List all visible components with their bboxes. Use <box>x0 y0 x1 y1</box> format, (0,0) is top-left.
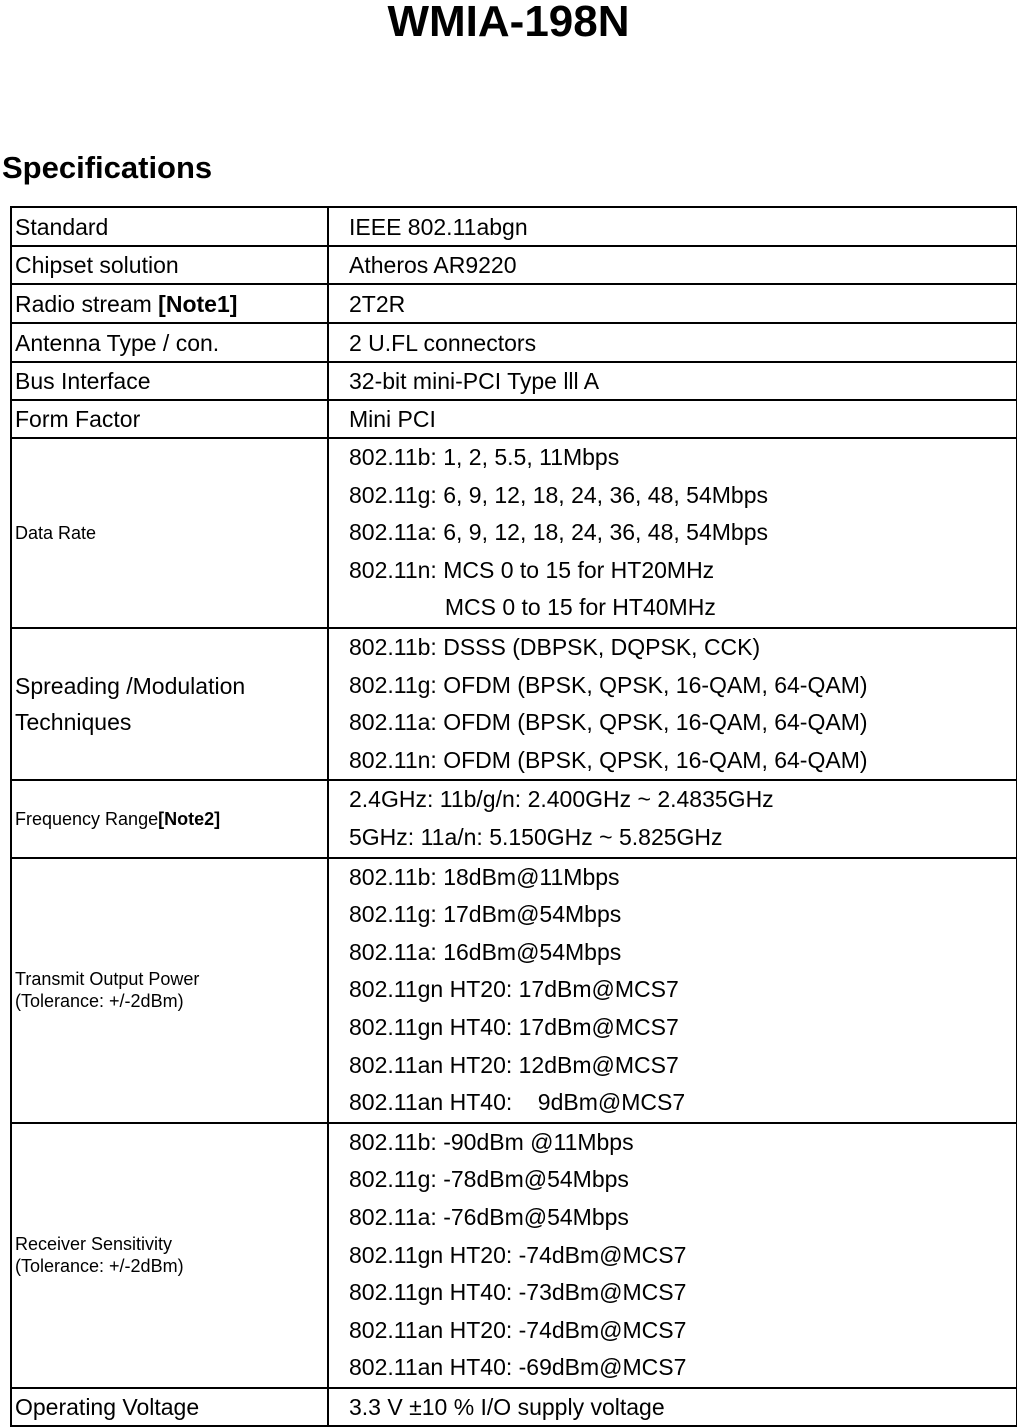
value-line: 802.11gn HT40: 17dBm@MCS7 <box>349 1013 679 1040</box>
spec-label-line: Techniques <box>15 709 132 736</box>
spec-label <box>11 858 328 1123</box>
value-line: 802.11g: OFDM (BPSK, QPSK, 16-QAM, 64-QAM) <box>349 671 868 698</box>
spec-value <box>328 858 1017 1123</box>
value-line: 802.11gn HT20: 17dBm@MCS7 <box>349 976 679 1003</box>
spec-label <box>11 780 328 857</box>
table-row <box>11 780 1017 857</box>
value-line: 802.11n: OFDM (BPSK, QPSK, 16-QAM, 64-QAM) <box>349 746 868 773</box>
value-line: 802.11an HT40: -69dBm@MCS7 <box>349 1354 687 1381</box>
value-line: 802.11b: 18dBm@11Mbps <box>349 863 620 890</box>
value-line: 802.11n: MCS 0 to 15 for HT20MHz <box>349 556 715 583</box>
value-line: 802.11an HT40: 9dBm@MCS7 <box>349 1089 686 1116</box>
spec-label-text: Frequency Range <box>15 808 159 829</box>
spec-value <box>328 780 1017 857</box>
value-line: 802.11g: 17dBm@54Mbps <box>349 901 622 928</box>
value-line: 5GHz: 11a/n: 5.150GHz ~ 5.825GHz <box>349 823 723 850</box>
value-line: 802.11a: -76dBm@54Mbps <box>349 1203 629 1230</box>
spec-label: Standard <box>11 207 328 246</box>
spec-label: Form Factor <box>11 400 328 438</box>
table-row <box>11 362 1017 400</box>
spec-label: Bus Interface <box>11 362 328 400</box>
spec-value: IEEE 802.11abgn <box>328 207 1017 246</box>
value-line: 802.11b: 1, 2, 5.5, 11Mbps <box>349 444 620 471</box>
spec-label <box>11 628 328 780</box>
note-ref: [Note1] <box>158 290 238 317</box>
spec-value: 32-bit mini-PCI Type lll A <box>328 362 1017 400</box>
spec-value: 3.3 V ±10 % I/O supply voltage <box>328 1388 1017 1426</box>
value-line: 802.11a: 16dBm@54Mbps <box>349 938 622 965</box>
value-line: 2.4GHz: 11b/g/n: 2.400GHz ~ 2.4835GHz <box>349 786 774 813</box>
table-row <box>11 628 1017 780</box>
spec-label-text: Radio stream <box>15 290 159 317</box>
table-row <box>11 207 1017 246</box>
table-row <box>11 323 1017 362</box>
value-line: 802.11an HT20: -74dBm@MCS7 <box>349 1316 687 1343</box>
spec-value: 2 U.FL connectors <box>328 323 1017 362</box>
section-heading: Specifications <box>2 150 213 185</box>
value-line: 802.11a: 6, 9, 12, 18, 24, 36, 48, 54Mbps <box>349 519 768 546</box>
spec-label: Chipset solution <box>11 246 328 284</box>
document-title: WMIA-198N <box>387 0 630 46</box>
spec-value <box>328 1123 1017 1388</box>
table-row <box>11 246 1017 284</box>
spec-label-line: Transmit Output Power <box>15 969 200 990</box>
value-line: 802.11g: -78dBm@54Mbps <box>349 1166 629 1193</box>
spec-label <box>11 1123 328 1388</box>
table-row <box>11 400 1017 438</box>
value-line: 802.11b: -90dBm @11Mbps <box>349 1128 634 1155</box>
value-line: 802.11g: 6, 9, 12, 18, 24, 36, 48, 54Mbps <box>349 481 768 508</box>
value-line: 802.11b: DSSS (DBPSK, DQPSK, CCK) <box>349 634 761 660</box>
spec-label-line: (Tolerance: +/-2dBm) <box>15 991 184 1012</box>
value-line: 802.11a: OFDM (BPSK, QPSK, 16-QAM, 64-QAM) <box>349 709 868 736</box>
spec-value: Atheros AR9220 <box>328 246 1017 284</box>
spec-value: Mini PCI <box>328 400 1017 438</box>
value-line: 802.11an HT20: 12dBm@MCS7 <box>349 1051 679 1078</box>
spec-label-line: (Tolerance: +/-2dBm) <box>15 1256 184 1277</box>
spec-label: Data Rate <box>11 438 328 628</box>
table-row <box>11 284 1017 323</box>
table-row <box>11 1388 1017 1426</box>
value-line: 802.11gn HT20: -74dBm@MCS7 <box>349 1241 687 1268</box>
note-ref: [Note2] <box>158 808 221 829</box>
spec-label: Operating Voltage <box>11 1388 328 1426</box>
spec-label: Antenna Type / con. <box>11 323 328 362</box>
spec-label-line: Spreading /Modulation <box>15 673 246 700</box>
value-line: MCS 0 to 15 for HT40MHz <box>349 594 716 621</box>
spec-label-line: Receiver Sensitivity <box>15 1234 173 1255</box>
value-line: 802.11gn HT40: -73dBm@MCS7 <box>349 1279 687 1306</box>
spec-value <box>328 628 1017 780</box>
table-row <box>11 1123 1017 1388</box>
spec-table <box>10 206 1017 1427</box>
table-row <box>11 438 1017 628</box>
table-row <box>11 858 1017 1123</box>
spec-value <box>328 438 1017 628</box>
spec-label <box>11 284 328 323</box>
spec-value: 2T2R <box>328 284 1017 323</box>
